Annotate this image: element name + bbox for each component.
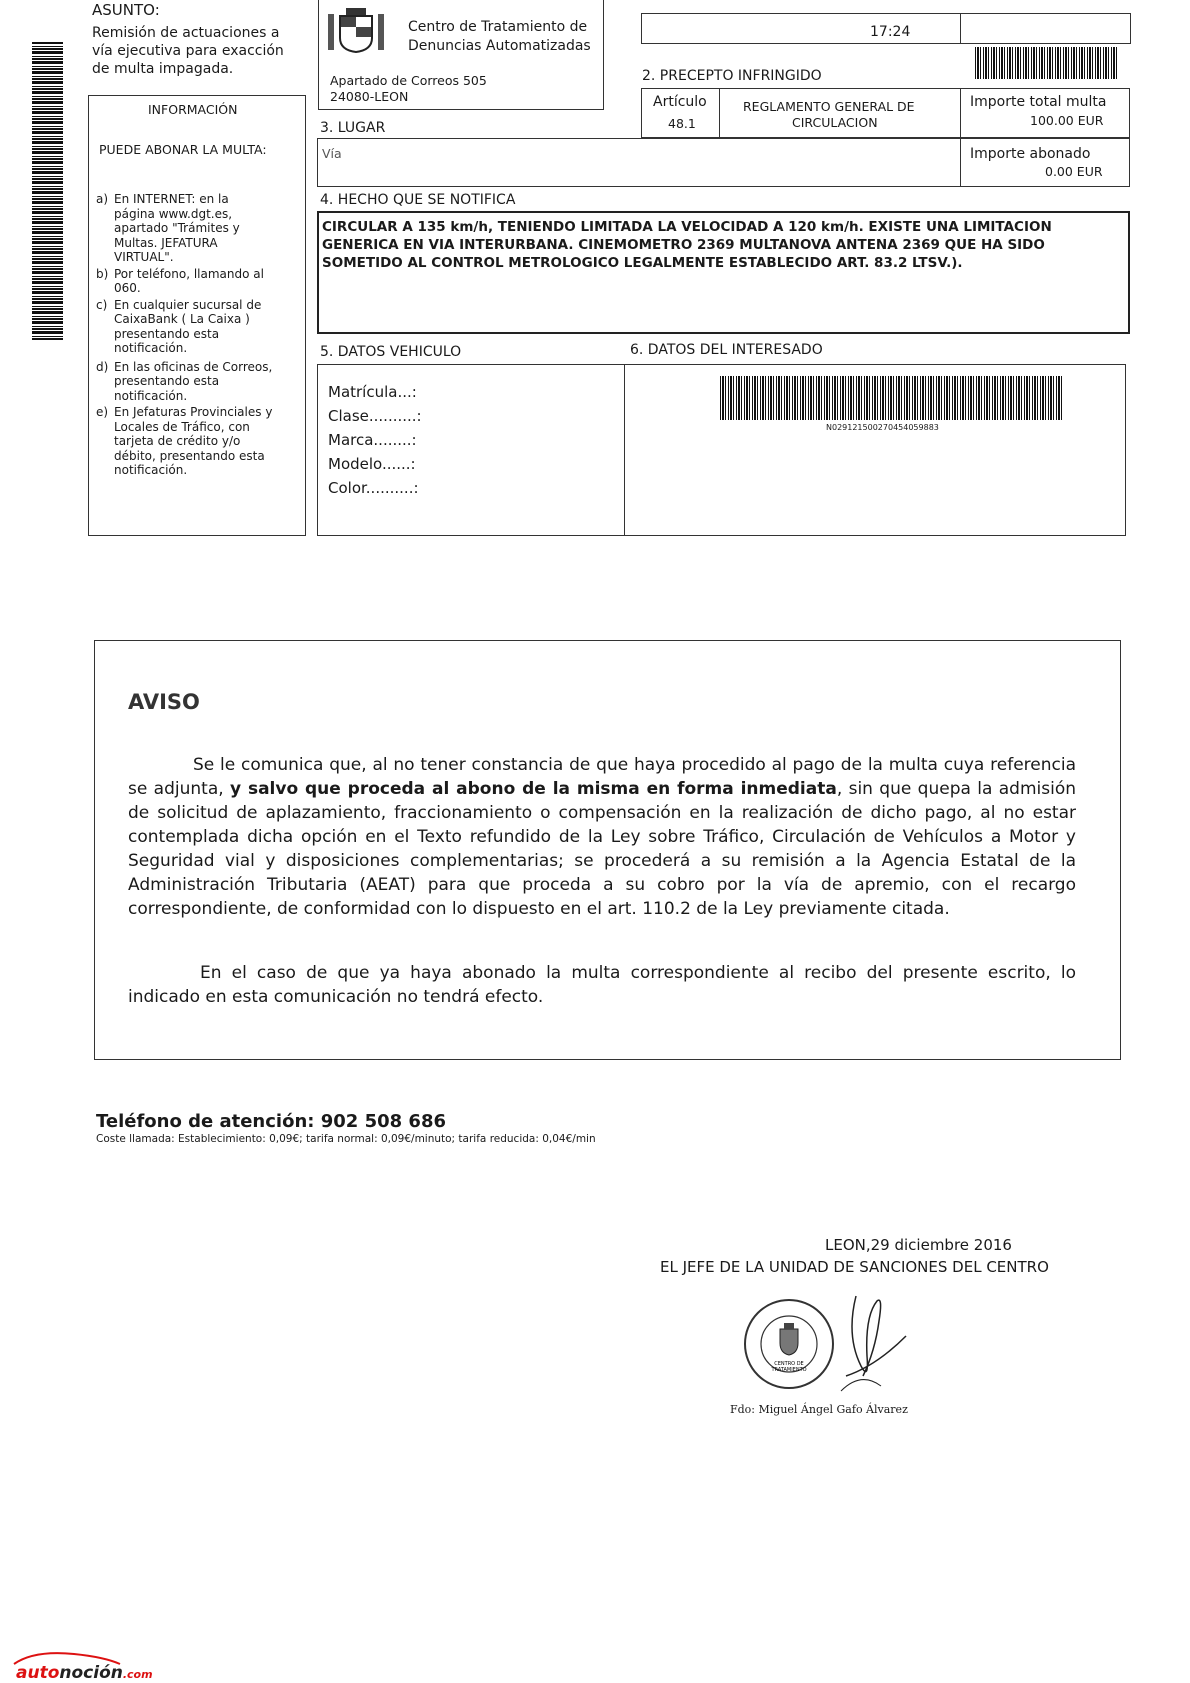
interesado-barcode (720, 376, 1062, 420)
aviso-p1-after: , sin que quepa la admisión de solicitud de aplazamiento, fraccionamiento o compensación en la realización de dicho pago, al no estar contemplada dicha opción en el Texto refundido de la Ley sobre Tráfico, Circulación de Vehículos a Motor y Seguridad vial y disposiciones complementarias; se procederá a su remisión a la Agencia Estatal de la Administración Tributaria (AEAT) para que proceda a su cobro por la vía de apremio, con el recargo correspondiente, de conformidad con lo dispuesto en el art. 110.2 de la Ley previamente citada. (128, 779, 1077, 919)
vehiculo-divider (624, 364, 625, 536)
watermark-logo (16, 1663, 153, 1683)
top-field-divider (960, 13, 961, 43)
info-list-item (96, 267, 296, 296)
telefono-label: Teléfono de atención: 902 508 686 (96, 1111, 446, 1132)
info-item-line: notificación. (114, 388, 188, 403)
info-item-letter: d) (96, 359, 109, 374)
info-item-letter: a) (96, 192, 109, 206)
info-item-line: débito, presentando esta (114, 448, 265, 463)
hecho-line-3: SOMETIDO AL CONTROL METROLOGICO LEGALMENTE ESTABLECIDO ART. 83.2 LTSV.). (322, 255, 963, 271)
coste-llamada: Coste llamada: Establecimiento: 0,09€; tarifa normal: 0,09€/minuto; tarifa reducida: 0,04€/min (96, 1133, 596, 1145)
info-item-line: notificación. (114, 341, 188, 355)
info-list (96, 192, 296, 478)
info-item-text (114, 192, 296, 265)
lugar-fecha: LEON,29 diciembre 2016 (825, 1236, 1012, 1254)
center-name-2: Denuncias Automatizadas (408, 38, 591, 54)
asunto-line-2: vía ejecutiva para exacción (92, 43, 284, 59)
top-field-right-edge (1130, 13, 1131, 43)
info-list-item (96, 405, 296, 478)
asunto-label: ASUNTO: (92, 1, 160, 19)
info-item-line: Multas. JEFATURA (114, 235, 218, 250)
color-field: Color..........: (328, 479, 419, 497)
postal-code: 24080-LEON (330, 89, 409, 104)
info-item-line: presentando esta (114, 326, 220, 341)
vehiculo-label: 5. DATOS VEHICULO (320, 344, 462, 360)
watermark-brand-a: auto (16, 1663, 60, 1683)
info-item-line: tarjeta de crédito y/o (114, 434, 241, 448)
hecho-label: 4. HECHO QUE SE NOTIFICA (320, 192, 516, 208)
importe-total-value: 100.00 EUR (1030, 113, 1104, 128)
info-item-text (114, 298, 296, 356)
aviso-paragraph-2: En el caso de que ya haya abonado la multa correspondiente al recibo del presente escrito, lo indicado en esta comunicación no tendrá efecto. (128, 963, 1076, 1007)
precepto-divider-1 (719, 88, 720, 138)
svg-text:CENTRO DE: CENTRO DE (774, 1361, 804, 1367)
info-item-line: Por teléfono, llamando al (114, 266, 264, 281)
firmante: Fdo: Miguel Ángel Gafo Álvarez (730, 1403, 908, 1416)
side-barcode (32, 42, 63, 340)
info-item-line: notificación. (114, 463, 188, 477)
info-item-line: En cualquier sucursal de (114, 297, 262, 312)
via-label: Vía (322, 146, 342, 161)
center-name-1: Centro de Tratamiento de (408, 19, 588, 35)
info-subtitle: PUEDE ABONAR LA MULTA: (99, 142, 267, 157)
importe-abonado-value: 0.00 EUR (1045, 164, 1103, 179)
info-item-line: Locales de Tráfico, con (114, 419, 250, 434)
coat-of-arms-emblem (326, 6, 386, 56)
articulo-value: 48.1 (668, 116, 696, 131)
hecho-line-2: GENERICA EN VIA INTERURBANA. CINEMOMETRO 2369 MULTANOVA ANTENA 2369 QUE HA SIDO (322, 237, 1045, 253)
cargo: EL JEFE DE LA UNIDAD DE SANCIONES DEL CENTRO (660, 1258, 1049, 1276)
reglamento-line-2: CIRCULACION (792, 115, 878, 130)
asunto-line-3: de multa impagada. (92, 61, 234, 77)
signature (836, 1286, 916, 1396)
asunto-line-1: Remisión de actuaciones a (92, 25, 280, 41)
info-item-line: En las oficinas de Correos, (114, 359, 273, 374)
svg-text:TRATAMIENTO: TRATAMIENTO (771, 1367, 807, 1373)
top-field-line (641, 43, 1131, 44)
info-item-line: página www.dgt.es, (114, 206, 233, 221)
official-seal-stamp (742, 1297, 836, 1391)
matricula-field: Matrícula...: (328, 383, 417, 401)
top-field-top-line (641, 13, 1131, 14)
watermark-brand-b: noción (59, 1663, 123, 1683)
info-item-line: 060. (114, 281, 141, 295)
info-list-item (96, 360, 296, 404)
precepto-barcode (975, 47, 1119, 79)
info-item-line: apartado "Trámites y (114, 221, 240, 235)
info-item-line: presentando esta (114, 374, 220, 388)
watermark-brand-c: .com (122, 1668, 153, 1681)
info-item-text (114, 267, 296, 296)
importe-abonado-label: Importe abonado (970, 146, 1091, 162)
importe-total-label: Importe total multa (970, 94, 1107, 110)
info-item-line: VIRTUAL". (114, 250, 174, 264)
marca-field: Marca........: (328, 431, 417, 449)
articulo-label: Artículo (653, 94, 707, 110)
time-value: 17:24 (870, 24, 911, 40)
info-item-line: En INTERNET: en la (114, 192, 229, 206)
info-title: INFORMACIÓN (148, 102, 238, 117)
precepto-label: 2. PRECEPTO INFRINGIDO (642, 68, 822, 84)
aviso-title: AVISO (128, 690, 200, 714)
aviso-p1-bold: y salvo que proceda al abono de la misma en forma inmediata (230, 779, 837, 799)
info-item-text (114, 405, 296, 478)
info-item-letter: b) (96, 266, 109, 281)
aviso-paragraph-1 (128, 753, 1076, 921)
info-item-letter: e) (96, 405, 109, 419)
info-list-item (96, 298, 296, 356)
info-item-line: CaixaBank ( La Caixa ) (114, 312, 250, 326)
interesado-barcode-number: N029121500270454059883 (826, 423, 939, 432)
lugar-label: 3. LUGAR (320, 120, 386, 136)
aviso-p1-before: Se le comunica que, al no tener constancia de que haya procedido al pago de la multa cuya referencia se adjunta, (128, 755, 1076, 799)
clase-field: Clase..........: (328, 407, 422, 425)
interesado-label: 6. DATOS DEL INTERESADO (630, 342, 823, 358)
info-item-line: En Jefaturas Provinciales y (114, 405, 273, 419)
reglamento-line-1: REGLAMENTO GENERAL DE (743, 99, 915, 114)
modelo-field: Modelo......: (328, 455, 416, 473)
info-item-text (114, 360, 296, 404)
apartado-correos: Apartado de Correos 505 (330, 73, 487, 88)
info-item-letter: c) (96, 297, 108, 312)
hecho-line-1: CIRCULAR A 135 km/h, TENIENDO LIMITADA LA VELOCIDAD A 120 km/h. EXISTE UNA LIMITACION (322, 219, 1052, 235)
top-field-left-edge (641, 13, 642, 43)
info-list-item (96, 192, 296, 265)
